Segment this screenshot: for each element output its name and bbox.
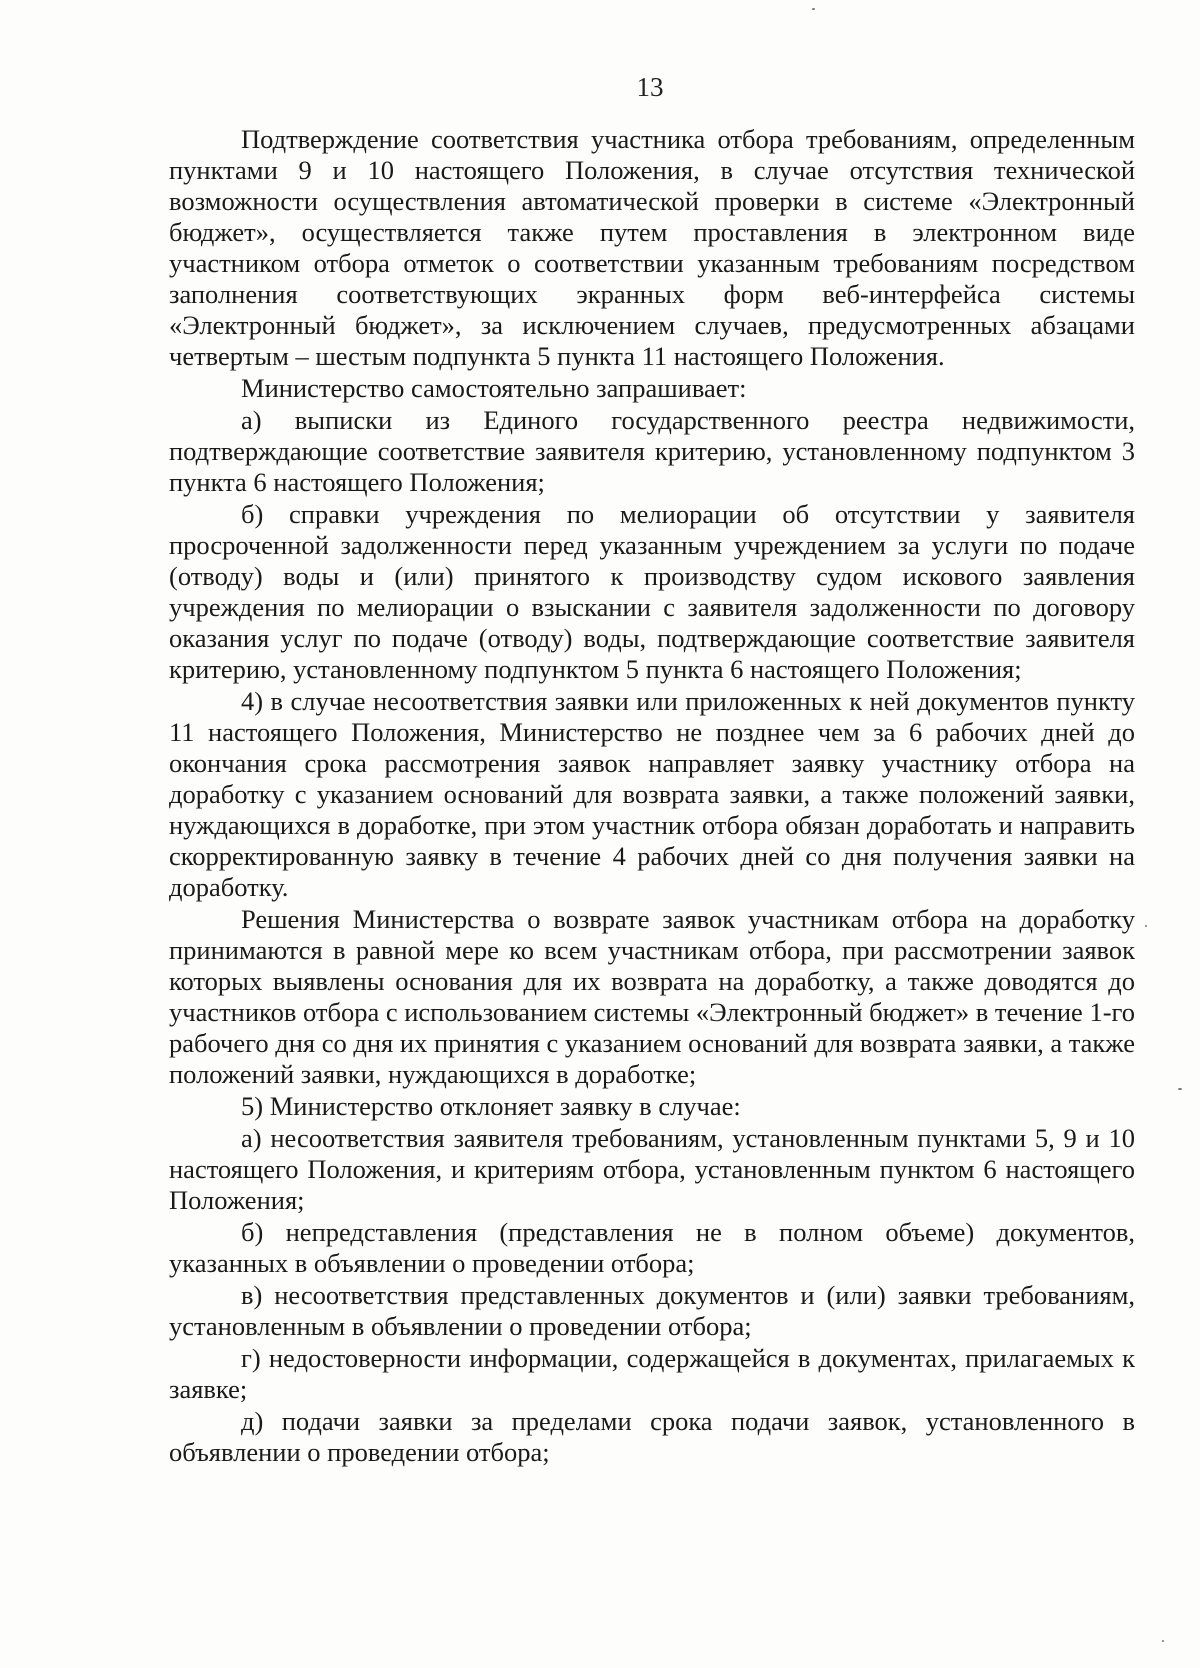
paragraph-confirmation: Подтверждение соответствия участника отбора требованиям, определенным пунктами 9 и 10 настоящего Положения, в случае отсутствия технической возможности осуществления автоматической проверки в системе «Электронный бюджет», осуществляется также путем проставления в электронном виде участником отбора отметок о соответствии указанным требованиям посредством заполнения соответствующих экранных форм веб-интерфейса системы «Электронный бюджет», за исключением случаев, предусмотренных абзацами четвертым – шестым подпункта 5 пункта 11 настоящего Положения.	[169, 124, 1135, 371]
paragraph-reject-b: б) непредставления (представления не в полном объеме) документов, указанных в объявлении о проведении отбора;	[169, 1217, 1135, 1278]
page-number: 13	[636, 72, 664, 102]
paragraph-reject-d: д) подачи заявки за пределами срока подачи заявок, установленного в объявлении о проведении отбора;	[169, 1406, 1135, 1467]
paragraph-item-5-rejects: 5) Министерство отклоняет заявку в случае:	[241, 1091, 741, 1121]
paragraph-reject-g: г) недостоверности информации, содержащейся в документах, прилагаемых к заявке;	[169, 1343, 1135, 1404]
paragraph-item-4-return: 4) в случае несоответствия заявки или приложенных к ней документов пункту 11 настоящего Положения, Министерство не позднее чем за 6 рабочих дней до окончания срока рассмотрения заявок направляет заявку участнику отбора на доработку с указанием оснований для возврата заявки, а также положений заявки, нуждающихся в доработке, при этом участник отбора обязан доработать и направить скорректированную заявку в течение 4 рабочих дней со дня получения заявки на доработку.	[169, 686, 1135, 902]
paragraph-item-a-extracts: а) выписки из Единого государственного реестра недвижимости, подтверждающие соответствие заявителя критерию, установленному подпунктом 3 пункта 6 настоящего Положения;	[169, 405, 1135, 497]
paragraph-ministry-decisions: Решения Министерства о возврате заявок участникам отбора на доработку принимаются в равной мере ко всем участникам отбора, при рассмотрении заявок которых выявлены основания для их возврата на доработку, а также доводятся до участников отбора с использованием системы «Электронный бюджет» в течение 1-го рабочего дня со дня их принятия с указанием оснований для возврата заявки, а также положений заявки, нуждающихся в доработке;	[169, 904, 1135, 1089]
scan-speck	[812, 8, 815, 10]
paragraph-ministry-requests: Министерство самостоятельно запрашивает:	[241, 373, 747, 403]
paragraph-reject-a: а) несоответствия заявителя требованиям, установленным пунктами 5, 9 и 10 настоящего Положения, и критериям отбора, установленным пунктом 6 настоящего Положения;	[169, 1123, 1135, 1215]
document-body	[169, 124, 1135, 1468]
scan-speck	[1178, 1088, 1182, 1090]
paragraph-item-b-certificates: б) справки учреждения по мелиорации об отсутствии у заявителя просроченной задолженности перед указанным учреждением за услуги по подаче (отводу) воды и (или) принятого к производству судом искового заявления учреждения по мелиорации о взыскании с заявителя задолженности по договору оказания услуг по подаче (отводу) воды, подтверждающие соответствие заявителя критерию, установленному подпунктом 5 пункта 6 настоящего Положения;	[169, 499, 1135, 684]
scan-speck	[1162, 1640, 1164, 1642]
paragraph-reject-v: в) несоответствия представленных документов и (или) заявки требованиям, установленным в объявлении о проведении отбора;	[169, 1280, 1135, 1341]
scan-speck	[1145, 925, 1147, 927]
